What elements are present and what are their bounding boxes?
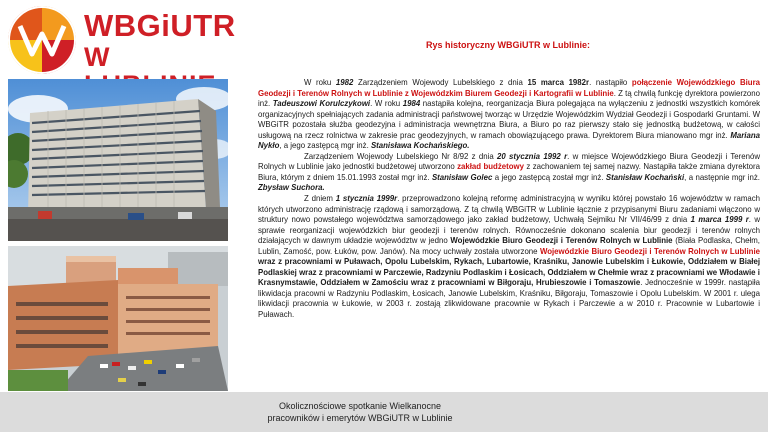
text-run: Stanisław Kochański [605, 172, 685, 182]
text-run: 1 stycznia 1999r [335, 194, 398, 204]
footer-line-2: pracowników i emerytów WBGiUTR w Lublinie [267, 413, 453, 423]
paragraph-1982 [258, 78, 760, 152]
text-run: Mariana Nykło [258, 130, 760, 151]
text-run: Tadeuszowi Korulczykowi [272, 99, 371, 109]
text-run: 20 stycznia 1992 r [497, 151, 568, 161]
text-run: Zbysław Suchora. [258, 183, 325, 193]
text-run: zakład budżetowy [457, 162, 525, 172]
paragraph-1992 [258, 152, 760, 194]
text-run: , a następnie mgr inż. [684, 172, 760, 182]
logo-text-wbgiutr: WBGiUTR [84, 8, 236, 43]
text-run: z zachowaniem tej samej nazwy. Nastąpiła także zmiana dyrektora Biura, którym z dniem 15.01.1993 został mgr inż. [258, 162, 761, 182]
text-run: . nastąpiło [589, 78, 632, 87]
text-run: W roku [304, 78, 336, 87]
footer-caption [200, 400, 520, 424]
text-run: Zarządzeniem Wojewody Lubelskiego Nr 8/92 z dnia [304, 151, 498, 161]
text-run: 1982 [335, 78, 354, 87]
text-run: Stanisław Golec [431, 172, 493, 182]
text-run: połączenie Wojewódzkiego Biura Geodezji i Terenów Rolnych w Lublinie z Wojewódzkim Biurem Geodezji i Kartografii w Lublinie [258, 78, 760, 98]
history-article [258, 78, 760, 321]
text-run: . Z tą chwilą funkcję dyrektora powierzono inż. [258, 88, 760, 109]
page-title: Rys historyczny WBGiUTR w Lublinie: [425, 40, 590, 50]
text-run: 15 marca 1982r [527, 78, 590, 87]
text-run: . W roku [370, 99, 403, 109]
logo-text-lublin: W [84, 42, 111, 72]
text-run: Wojewódzkie Biuro Geodezji i Terenów Rolnych w Lublinie [450, 236, 673, 246]
text-run: (Biała Podlaska, Chełm, Lublin, Zamość, pow. Łuków, pow. Janów). Na mocy uchwały została utworzone [258, 236, 760, 256]
text-run: nastąpiła kolejna, reorganizacja Biura polegająca na wyłączeniu z jednostki wszystkich komórek organizacyjnych spełniających zadania administracji państwowej tworząc w Urzędzie Wojewódzkim Wydział Geodezji i Gospodarki Gruntami. W WBGiTR pozostała służba geodezyjna i administracja wewnętrzna Biura, a Biuro po raz pierwszy stało się jednostką budżetową, w całości usługową na rzecz rolnictwa w zakresie prac geodezyjnych, w ramach obowiązującego prawa. Dyrektorem Biura mianowano mgr inż. [258, 99, 760, 140]
text-run: wraz z pracowniami w Puławach, Opolu Lubelskim, Rykach, Lubartowie, Kraśniku, Janowie Lubelskim i Łukowie, Oddziałem w Białej Podlaskiej wraz z pracowniami w Parczewie, Radzyniu Podlaskim i Łosicach, Oddziałem w Chełmie wraz z pracowniami we Włodawie i Krasnymstawie, Oddziałem w Zamościu wraz z pracowniami w Biłgoraju, Hrubieszowie i Tomaszowie [258, 257, 760, 288]
footer-line-1: Okolicznościowe spotkanie Wielkanocne [278, 401, 442, 411]
text-run: a jego zastępcą został mgr inż. [492, 172, 606, 182]
text-run: Wojewódzkie Biuro Geodezji i Terenów Rolnych w Lublinie [539, 246, 760, 256]
text-run: , a jego zastępcą mgr inż. [279, 141, 371, 151]
text-run: . przeprowadzono kolejną reformę administracyjną w wyniku której powstało 16 województw w ramach których utworzono administrację rządową i samorządową. Z tą chwilą WBGiTR w Lublinie łącznie z przypisanymi Biuru zadaniami włączono w struktury nowo powstałego województwa samorządowego jako zakład budżetowy, Uchwałą Sejmiku Nr VII/46/99 z dnia [258, 194, 760, 225]
text-run: . w sprawie reorganizacji wojewódzkich biur geodezji i terenów rolnych. Równocześnie dokonano scalenia biur geodezji i terenów rolnych działających w dawnym układzie województw w jedno [258, 215, 761, 246]
text-run: Stanisława Kochańskiego. [370, 141, 470, 151]
building-aerial-photo [8, 246, 228, 391]
logo [6, 4, 236, 76]
text-run: . w miejsce Wojewódzkiego Biura Geodezji i Terenów Rolnych w Lublinie jako jednostki budżetowej utworzono [258, 151, 760, 172]
text-run: Zarządzeniem Wojewody Lubelskiego z dnia [353, 78, 528, 87]
text-run: . Jednocześnie w 1999r. nastąpiła likwidacja pracowni w Radzyniu Podlaskim, Łosicach, Janowie Lubelskim, Kraśniku, Biłgoraju, Tomaszowie i Opolu Lubelskim. W 2001 r. ulega likwidacji pracownia w Łukowie, w 2003 r. zostają zlikwidowane pracownie w Rykach i Parczewie a w 2010 r. Pracownie w Lubartowie i Puławach. [258, 278, 761, 320]
logo-emblem-icon [6, 4, 82, 76]
building-facade-photo [8, 79, 228, 241]
paragraph-1999 [258, 194, 760, 321]
text-run: 1984 [402, 99, 421, 109]
text-run: 1 marca 1999 r [690, 215, 749, 225]
text-run: Z dniem [304, 194, 336, 204]
